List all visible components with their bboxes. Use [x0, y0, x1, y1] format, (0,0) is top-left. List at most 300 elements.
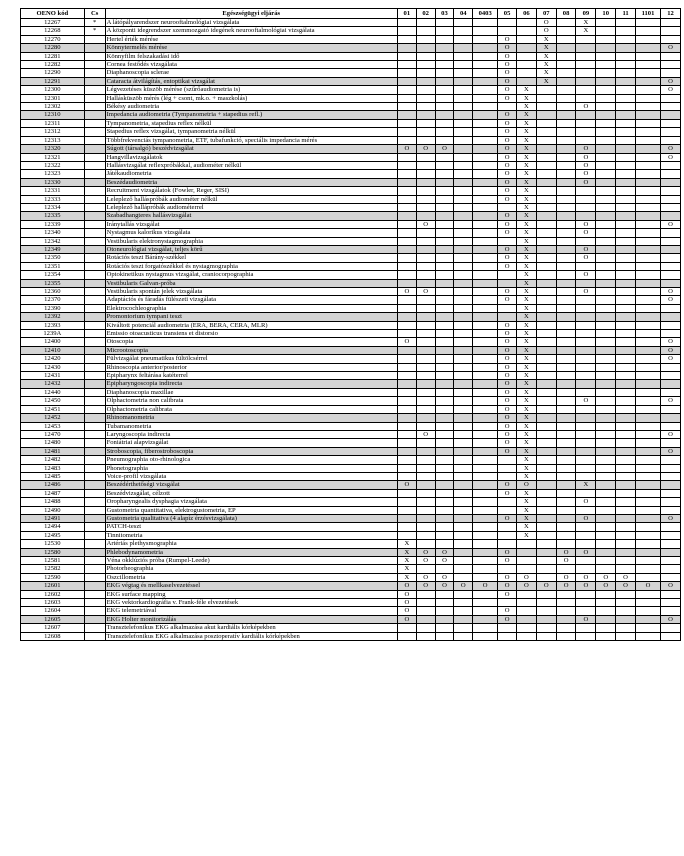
- oeno-code: 12270: [21, 35, 85, 43]
- mark-cell: [556, 624, 576, 632]
- mark-cell: [536, 153, 556, 161]
- mark-cell: [556, 195, 576, 203]
- cs-flag: [84, 111, 105, 119]
- procedure-name: Olphactometria non calibrata: [105, 397, 397, 405]
- mark-cell: [454, 195, 473, 203]
- mark-cell: [473, 27, 498, 35]
- mark-cell: [473, 573, 498, 581]
- mark-cell: [635, 170, 660, 178]
- mark-cell: [661, 372, 681, 380]
- mark-cell: [416, 330, 435, 338]
- mark-cell: [454, 447, 473, 455]
- cs-flag: [84, 405, 105, 413]
- mark-cell: [661, 52, 681, 60]
- mark-cell: [596, 540, 616, 548]
- table-row: [21, 624, 681, 632]
- mark-cell: [635, 514, 660, 522]
- oeno-code: 12485: [21, 472, 85, 480]
- mark-cell: [635, 86, 660, 94]
- mark-cell: [517, 607, 537, 615]
- table-row: [21, 489, 681, 497]
- table-row: [21, 422, 681, 430]
- mark-cell: X: [517, 178, 537, 186]
- mark-cell: O: [576, 288, 596, 296]
- mark-cell: [635, 77, 660, 85]
- mark-cell: [635, 279, 660, 287]
- mark-cell: O: [498, 321, 517, 329]
- mark-cell: [576, 212, 596, 220]
- mark-cell: [661, 481, 681, 489]
- mark-cell: [454, 220, 473, 228]
- mark-cell: O: [498, 77, 517, 85]
- mark-cell: [616, 447, 636, 455]
- mark-cell: O: [661, 355, 681, 363]
- mark-cell: [498, 203, 517, 211]
- mark-cell: [416, 472, 435, 480]
- cs-flag: [84, 136, 105, 144]
- oeno-code: 12350: [21, 254, 85, 262]
- oeno-code: 12495: [21, 531, 85, 539]
- mark-cell: [616, 422, 636, 430]
- mark-cell: [454, 489, 473, 497]
- mark-cell: X: [517, 372, 537, 380]
- mark-cell: [616, 111, 636, 119]
- mark-cell: [435, 531, 454, 539]
- table-row: [21, 590, 681, 598]
- mark-cell: [397, 94, 416, 102]
- mark-cell: [473, 514, 498, 522]
- mark-cell: [556, 61, 576, 69]
- mark-cell: [435, 447, 454, 455]
- table-row: [21, 44, 681, 52]
- mark-cell: [635, 464, 660, 472]
- mark-cell: O: [498, 296, 517, 304]
- mark-cell: [556, 161, 576, 169]
- oeno-code: 12481: [21, 447, 85, 455]
- mark-cell: [576, 304, 596, 312]
- mark-cell: [536, 456, 556, 464]
- mark-cell: [397, 624, 416, 632]
- mark-cell: [454, 178, 473, 186]
- mark-cell: X: [517, 472, 537, 480]
- mark-cell: [596, 355, 616, 363]
- mark-cell: [454, 212, 473, 220]
- mark-cell: [397, 372, 416, 380]
- mark-cell: [397, 237, 416, 245]
- mark-cell: X: [536, 44, 556, 52]
- mark-cell: [397, 245, 416, 253]
- mark-cell: [576, 439, 596, 447]
- mark-cell: [435, 414, 454, 422]
- mark-cell: [416, 514, 435, 522]
- cs-flag: [84, 262, 105, 270]
- mark-cell: [661, 607, 681, 615]
- mark-cell: [454, 304, 473, 312]
- mark-cell: X: [517, 288, 537, 296]
- table-row: [21, 187, 681, 195]
- mark-cell: [635, 52, 660, 60]
- mark-cell: [416, 203, 435, 211]
- mark-cell: [536, 380, 556, 388]
- mark-cell: O: [498, 229, 517, 237]
- mark-cell: [596, 69, 616, 77]
- mark-cell: O: [661, 220, 681, 228]
- mark-cell: [416, 271, 435, 279]
- mark-cell: [454, 296, 473, 304]
- mark-cell: [616, 103, 636, 111]
- mark-cell: [536, 94, 556, 102]
- table-row: [21, 531, 681, 539]
- mark-cell: [635, 472, 660, 480]
- mark-cell: O: [498, 161, 517, 169]
- mark-cell: X: [517, 145, 537, 153]
- mark-cell: [435, 372, 454, 380]
- mark-cell: [616, 405, 636, 413]
- mark-cell: [473, 506, 498, 514]
- mark-cell: [473, 481, 498, 489]
- cs-flag: [84, 229, 105, 237]
- mark-cell: [616, 237, 636, 245]
- mark-cell: O: [635, 582, 660, 590]
- mark-cell: O: [661, 338, 681, 346]
- mark-cell: [635, 414, 660, 422]
- mark-cell: [517, 52, 537, 60]
- cs-flag: [84, 304, 105, 312]
- mark-cell: [596, 481, 616, 489]
- mark-cell: [397, 313, 416, 321]
- mark-cell: [416, 414, 435, 422]
- mark-cell: [635, 447, 660, 455]
- table-row: [21, 346, 681, 354]
- mark-cell: [596, 514, 616, 522]
- oeno-code: 12451: [21, 405, 85, 413]
- mark-cell: [473, 52, 498, 60]
- mark-cell: [596, 136, 616, 144]
- mark-cell: [435, 363, 454, 371]
- mark-cell: O: [661, 397, 681, 405]
- mark-cell: [473, 447, 498, 455]
- cs-flag: [84, 94, 105, 102]
- mark-cell: [454, 514, 473, 522]
- mark-cell: [454, 531, 473, 539]
- mark-cell: O: [397, 145, 416, 153]
- mark-cell: X: [517, 296, 537, 304]
- mark-cell: [416, 187, 435, 195]
- mark-cell: [473, 203, 498, 211]
- mark-cell: [435, 346, 454, 354]
- mark-cell: [661, 304, 681, 312]
- mark-cell: [556, 565, 576, 573]
- mark-cell: [661, 27, 681, 35]
- cs-flag: [84, 296, 105, 304]
- mark-cell: [454, 338, 473, 346]
- mark-cell: X: [397, 548, 416, 556]
- mark-cell: [616, 540, 636, 548]
- mark-cell: [661, 405, 681, 413]
- mark-cell: [473, 178, 498, 186]
- mark-cell: [397, 447, 416, 455]
- mark-cell: [473, 380, 498, 388]
- mark-cell: [416, 624, 435, 632]
- mark-cell: O: [576, 271, 596, 279]
- mark-cell: O: [498, 355, 517, 363]
- mark-cell: O: [397, 582, 416, 590]
- oeno-code: 12280: [21, 44, 85, 52]
- mark-cell: [517, 632, 537, 640]
- table-row: [21, 279, 681, 287]
- table-row: [21, 472, 681, 480]
- table-row: [21, 557, 681, 565]
- mark-cell: X: [517, 103, 537, 111]
- mark-cell: [661, 557, 681, 565]
- mark-cell: [416, 439, 435, 447]
- mark-cell: O: [498, 372, 517, 380]
- mark-cell: [556, 615, 576, 623]
- column-header: 0403: [473, 9, 498, 19]
- mark-cell: [454, 624, 473, 632]
- oeno-code: 12290: [21, 69, 85, 77]
- mark-cell: [576, 414, 596, 422]
- oeno-code: 12453: [21, 422, 85, 430]
- table-row: [21, 262, 681, 270]
- mark-cell: [616, 178, 636, 186]
- mark-cell: [661, 388, 681, 396]
- oeno-code: 12355: [21, 279, 85, 287]
- procedure-name: Rhinomanometria: [105, 414, 397, 422]
- mark-cell: [454, 321, 473, 329]
- mark-cell: O: [416, 430, 435, 438]
- mark-cell: [616, 531, 636, 539]
- mark-cell: O: [416, 145, 435, 153]
- mark-cell: [397, 178, 416, 186]
- oeno-code: 12339: [21, 220, 85, 228]
- mark-cell: [596, 229, 616, 237]
- mark-cell: [397, 464, 416, 472]
- mark-cell: [416, 422, 435, 430]
- oeno-code: 12302: [21, 103, 85, 111]
- mark-cell: [596, 599, 616, 607]
- mark-cell: [576, 52, 596, 60]
- procedure-name: Tinnitometria: [105, 531, 397, 539]
- mark-cell: [556, 136, 576, 144]
- procedure-name: Laryngoscopia indirecta: [105, 430, 397, 438]
- mark-cell: [435, 607, 454, 615]
- oeno-code: 12392: [21, 313, 85, 321]
- mark-cell: [556, 178, 576, 186]
- mark-cell: [661, 464, 681, 472]
- mark-cell: [397, 414, 416, 422]
- mark-cell: [635, 397, 660, 405]
- table-row: [21, 607, 681, 615]
- mark-cell: [416, 153, 435, 161]
- mark-cell: [556, 35, 576, 43]
- oeno-code: 12440: [21, 388, 85, 396]
- mark-cell: [454, 590, 473, 598]
- procedure-name: Cornea festődés vizsgálata: [105, 61, 397, 69]
- mark-cell: [454, 330, 473, 338]
- mark-cell: [635, 288, 660, 296]
- mark-cell: O: [498, 414, 517, 422]
- procedure-name: Photorheographia: [105, 565, 397, 573]
- mark-cell: [435, 380, 454, 388]
- table-row: [21, 397, 681, 405]
- mark-cell: [473, 607, 498, 615]
- mark-cell: [473, 464, 498, 472]
- mark-cell: [454, 161, 473, 169]
- cs-flag: [84, 397, 105, 405]
- mark-cell: [454, 145, 473, 153]
- table-row: [21, 161, 681, 169]
- mark-cell: X: [536, 77, 556, 85]
- mark-cell: [397, 271, 416, 279]
- mark-cell: [416, 86, 435, 94]
- mark-cell: [616, 86, 636, 94]
- mark-cell: [596, 52, 616, 60]
- mark-cell: [473, 321, 498, 329]
- mark-cell: [435, 514, 454, 522]
- mark-cell: [536, 489, 556, 497]
- mark-cell: [616, 203, 636, 211]
- mark-cell: [596, 128, 616, 136]
- mark-cell: [454, 245, 473, 253]
- mark-cell: O: [498, 330, 517, 338]
- mark-cell: X: [517, 94, 537, 102]
- mark-cell: [416, 599, 435, 607]
- cs-flag: [84, 52, 105, 60]
- mark-cell: X: [517, 388, 537, 396]
- mark-cell: [517, 624, 537, 632]
- mark-cell: X: [517, 430, 537, 438]
- mark-cell: [576, 119, 596, 127]
- mark-cell: [635, 456, 660, 464]
- mark-cell: [416, 397, 435, 405]
- mark-cell: [454, 237, 473, 245]
- mark-cell: [556, 506, 576, 514]
- mark-cell: [454, 346, 473, 354]
- mark-cell: [536, 346, 556, 354]
- mark-cell: [536, 245, 556, 253]
- mark-cell: [576, 94, 596, 102]
- cs-flag: [84, 388, 105, 396]
- mark-cell: [635, 304, 660, 312]
- procedure-name: EKG surface mapping: [105, 590, 397, 598]
- mark-cell: [473, 330, 498, 338]
- cs-flag: [84, 363, 105, 371]
- mark-cell: [454, 523, 473, 531]
- mark-cell: [616, 607, 636, 615]
- mark-cell: [661, 565, 681, 573]
- mark-cell: [556, 607, 576, 615]
- mark-cell: X: [517, 321, 537, 329]
- mark-cell: [416, 52, 435, 60]
- mark-cell: [435, 136, 454, 144]
- mark-cell: [556, 77, 576, 85]
- table-row: [21, 523, 681, 531]
- mark-cell: O: [416, 548, 435, 556]
- mark-cell: [556, 119, 576, 127]
- oeno-code: 12483: [21, 464, 85, 472]
- mark-cell: [473, 279, 498, 287]
- mark-cell: [473, 590, 498, 598]
- mark-cell: [536, 338, 556, 346]
- column-header: 07: [536, 9, 556, 19]
- mark-cell: [397, 77, 416, 85]
- table-row: [21, 447, 681, 455]
- mark-cell: [536, 262, 556, 270]
- cs-flag: [84, 271, 105, 279]
- mark-cell: [616, 321, 636, 329]
- mark-cell: [454, 481, 473, 489]
- cs-flag: [84, 288, 105, 296]
- mark-cell: [416, 195, 435, 203]
- mark-cell: [416, 506, 435, 514]
- mark-cell: [635, 245, 660, 253]
- procedure-name: Olphactometria calibrata: [105, 405, 397, 413]
- mark-cell: [596, 288, 616, 296]
- mark-cell: [435, 439, 454, 447]
- cs-flag: [84, 61, 105, 69]
- mark-cell: [454, 548, 473, 556]
- oeno-code: 12487: [21, 489, 85, 497]
- procedure-name: Cataracta átvilágítás, entoptikai vizsgálat: [105, 77, 397, 85]
- mark-cell: [556, 397, 576, 405]
- cs-flag: [84, 548, 105, 556]
- table-row: [21, 430, 681, 438]
- mark-cell: [661, 229, 681, 237]
- mark-cell: [435, 119, 454, 127]
- mark-cell: [397, 161, 416, 169]
- mark-cell: [596, 498, 616, 506]
- mark-cell: [596, 447, 616, 455]
- mark-cell: X: [517, 304, 537, 312]
- column-header: 06: [517, 9, 537, 19]
- mark-cell: O: [576, 145, 596, 153]
- mark-cell: X: [517, 330, 537, 338]
- mark-cell: [661, 262, 681, 270]
- cs-flag: [84, 35, 105, 43]
- mark-cell: [556, 321, 576, 329]
- mark-cell: [498, 237, 517, 245]
- mark-cell: O: [517, 582, 537, 590]
- mark-cell: O: [596, 573, 616, 581]
- mark-cell: [435, 599, 454, 607]
- table-row: [21, 271, 681, 279]
- mark-cell: [616, 632, 636, 640]
- mark-cell: [454, 271, 473, 279]
- mark-cell: [635, 372, 660, 380]
- mark-cell: [397, 346, 416, 354]
- mark-cell: X: [517, 220, 537, 228]
- oeno-code: 12482: [21, 456, 85, 464]
- mark-cell: [596, 330, 616, 338]
- mark-cell: O: [397, 615, 416, 623]
- mark-cell: [397, 363, 416, 371]
- mark-cell: [536, 414, 556, 422]
- mark-cell: O: [498, 590, 517, 598]
- mark-cell: [635, 161, 660, 169]
- mark-cell: [454, 136, 473, 144]
- oeno-code: 12491: [21, 514, 85, 522]
- mark-cell: [576, 388, 596, 396]
- table-row: [21, 136, 681, 144]
- cs-flag: [84, 615, 105, 623]
- mark-cell: [473, 599, 498, 607]
- mark-cell: [616, 330, 636, 338]
- mark-cell: [536, 321, 556, 329]
- mark-cell: [661, 523, 681, 531]
- table-row: [21, 330, 681, 338]
- mark-cell: O: [498, 128, 517, 136]
